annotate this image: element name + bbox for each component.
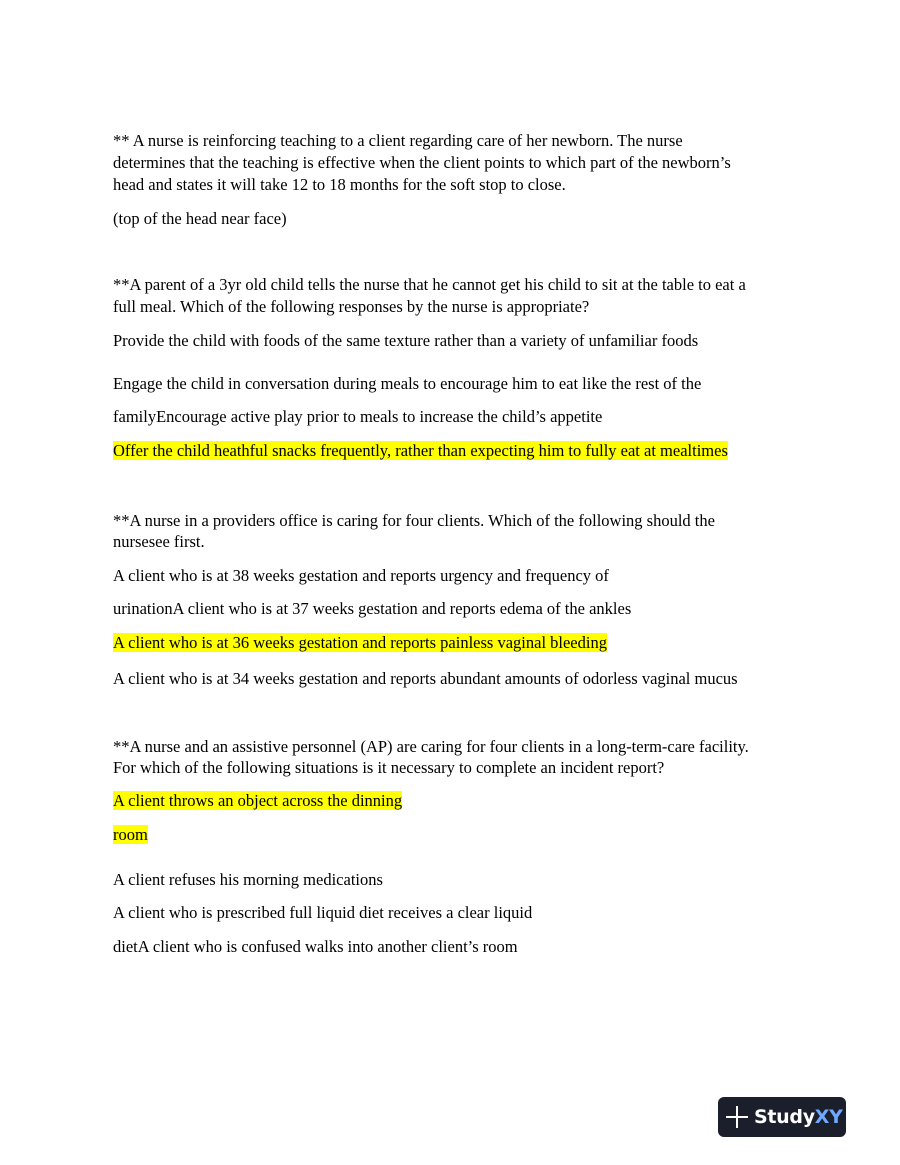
q1-stem-line-1: ** A nurse is reinforcing teaching to a client regarding care of her newborn. The nurse bbox=[113, 131, 683, 150]
logo-text-main: Study bbox=[754, 1106, 815, 1128]
q2-option-1: Provide the child with foods of the same texture rather than a variety of unfamiliar foods bbox=[113, 331, 699, 350]
q4-option-1-highlighted-line-2: room bbox=[113, 825, 148, 844]
q3-option-2: urinationA client who is at 37 weeks gestation and reports edema of the ankles bbox=[113, 599, 632, 618]
q3-stem-line-1: **A nurse in a providers office is caring for four clients. Which of the following should the bbox=[113, 511, 715, 530]
studyxy-logo[interactable] bbox=[718, 1097, 846, 1137]
q4-option-1-row-1 bbox=[113, 790, 402, 811]
logo-text bbox=[754, 1106, 843, 1128]
q2-stem-line-2: full meal. Which of the following responses by the nurse is appropriate? bbox=[113, 297, 590, 316]
q1-stem-line-2: determines that the teaching is effective when the client points to which part of the newborn’s bbox=[113, 153, 731, 172]
q4-option-2: A client refuses his morning medications bbox=[113, 870, 383, 889]
q4-option-1-row-2 bbox=[113, 824, 148, 845]
q4-option-3: A client who is prescribed full liquid diet receives a clear liquid bbox=[113, 903, 533, 922]
q3-stem-line-2: nursesee first. bbox=[113, 532, 205, 551]
q2-option-2-line-2: familyEncourage active play prior to meals to increase the child’s appetite bbox=[113, 407, 603, 426]
q2-option-2-line-1: Engage the child in conversation during meals to encourage him to eat like the rest of the bbox=[113, 374, 702, 393]
q4-stem-line-2: For which of the following situations is it necessary to complete an incident report? bbox=[113, 758, 665, 777]
q4-option-1-highlighted-line-1: A client throws an object across the dinning bbox=[113, 791, 403, 810]
q1-answer: (top of the head near face) bbox=[113, 209, 287, 228]
q3-option-4: A client who is at 34 weeks gestation and reports abundant amounts of odorless vaginal mucus bbox=[113, 669, 738, 688]
q3-option-1: A client who is at 38 weeks gestation and reports urgency and frequency of bbox=[113, 566, 609, 585]
q4-stem-line-1: **A nurse and an assistive personnel (AP) are caring for four clients in a long-term-care facility. bbox=[113, 737, 749, 756]
q2-option-3-highlighted: Offer the child heathful snacks frequently, rather than expecting him to fully eat at mealtimes bbox=[113, 441, 728, 460]
q3-option-3-row bbox=[113, 632, 607, 653]
plus-icon bbox=[726, 1106, 748, 1128]
q2-option-3-row bbox=[113, 440, 728, 461]
q4-option-4: dietA client who is confused walks into another client’s room bbox=[113, 937, 518, 956]
logo-text-accent: XY bbox=[814, 1106, 843, 1128]
q2-stem-line-1: **A parent of a 3yr old child tells the nurse that he cannot get his child to sit at the table to eat a bbox=[113, 275, 746, 294]
q3-option-3-highlighted: A client who is at 36 weeks gestation and reports painless vaginal bleeding bbox=[113, 633, 607, 652]
q1-stem-line-3: head and states it will take 12 to 18 months for the soft stop to close. bbox=[113, 175, 566, 194]
